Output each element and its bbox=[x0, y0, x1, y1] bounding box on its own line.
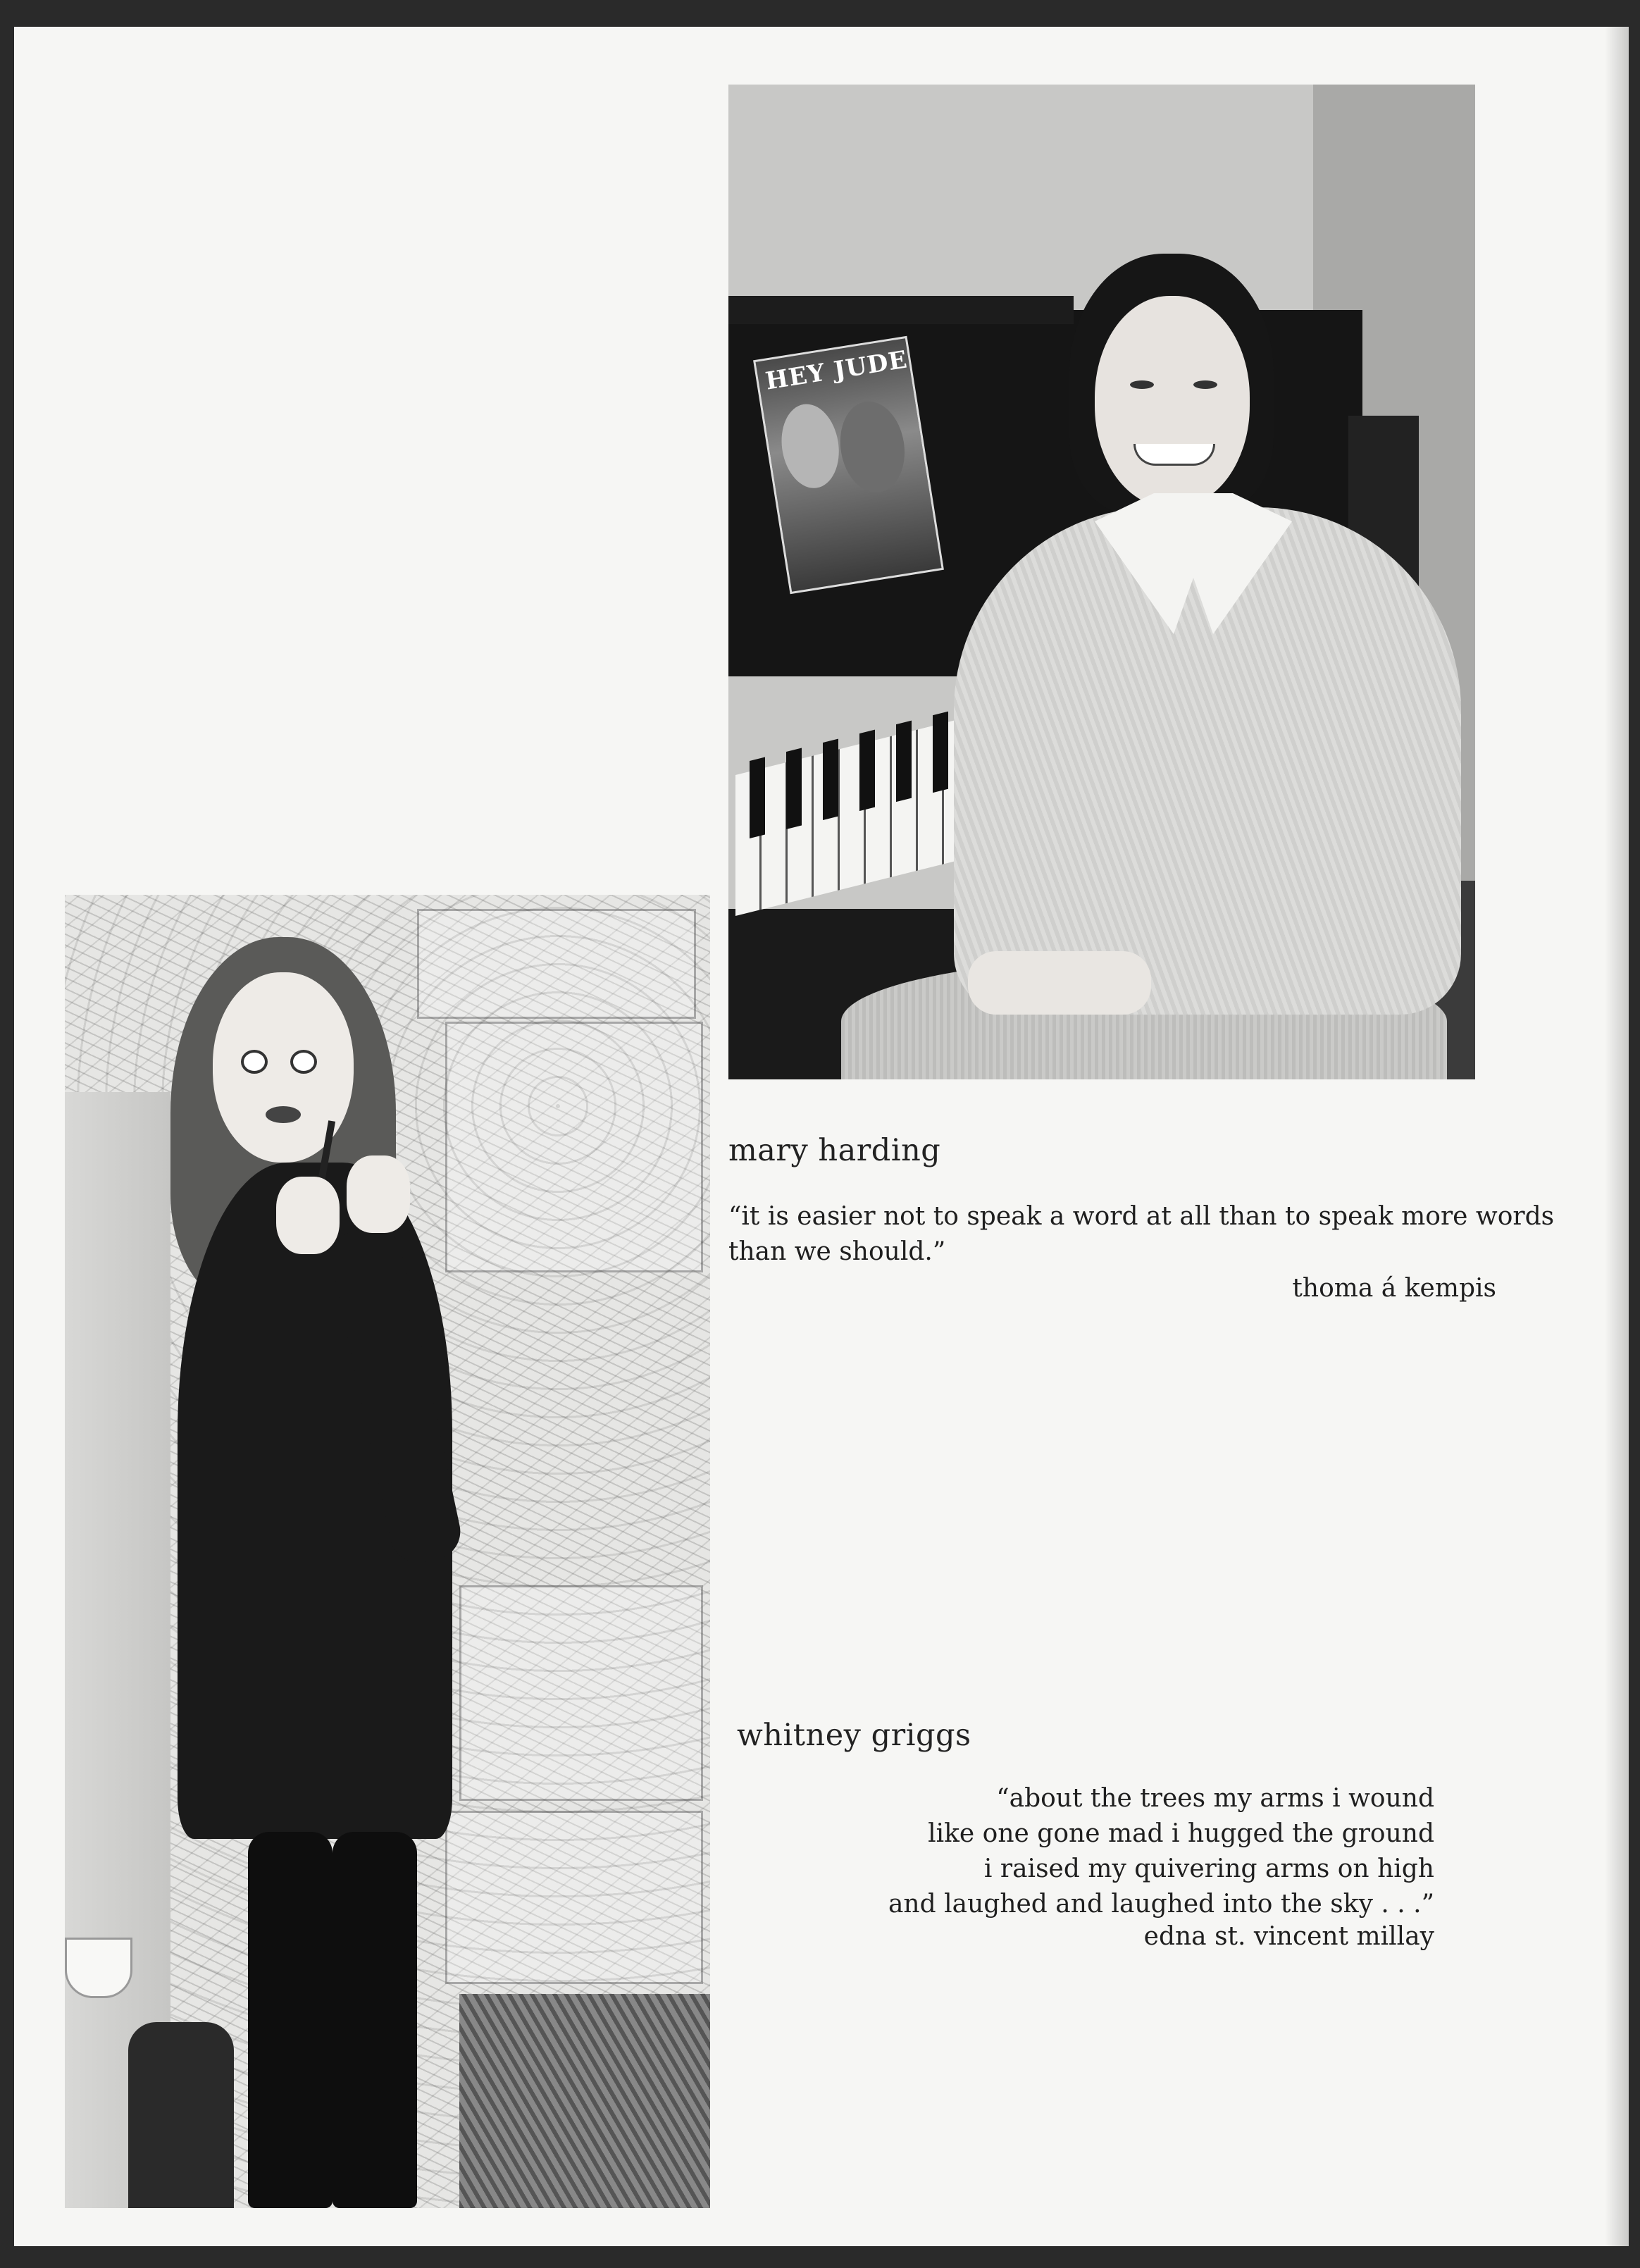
mary-harding-photo bbox=[728, 85, 1475, 1079]
quote-author: thoma á kempis bbox=[1292, 1274, 1496, 1303]
mouth bbox=[266, 1106, 301, 1123]
profile-quote bbox=[728, 1199, 1554, 1270]
hands bbox=[968, 951, 1151, 1015]
sheet-music-face bbox=[834, 397, 911, 497]
smile bbox=[1133, 444, 1215, 466]
profile-name: mary harding bbox=[728, 1133, 941, 1168]
eye bbox=[290, 1050, 317, 1074]
sheet-music-title: HEY JUDE bbox=[763, 345, 910, 396]
face bbox=[1095, 296, 1250, 507]
hand bbox=[276, 1177, 340, 1254]
sheet-music-face bbox=[776, 400, 845, 492]
hand bbox=[347, 1155, 410, 1233]
eye bbox=[1193, 380, 1217, 389]
quote-line: than we should.” bbox=[728, 1237, 946, 1266]
chair bbox=[128, 2022, 234, 2208]
page-edge-shadow bbox=[1605, 27, 1629, 2246]
whitney-griggs-photo bbox=[65, 895, 710, 2208]
wallpaper-panel bbox=[459, 1994, 710, 2208]
quote-line: like one gone mad i hugged the ground bbox=[928, 1819, 1434, 1848]
eye bbox=[241, 1050, 268, 1074]
eye bbox=[1130, 380, 1154, 389]
yearbook-page bbox=[14, 27, 1629, 2246]
piano-lid bbox=[728, 296, 1074, 324]
leg bbox=[333, 1832, 417, 2208]
quote-line: “about the trees my arms i wound bbox=[996, 1784, 1434, 1813]
profile-name: whitney griggs bbox=[737, 1718, 971, 1753]
quote-line: “it is easier not to speak a word at all than to speak more words bbox=[728, 1202, 1555, 1231]
quote-line: i raised my quivering arms on high bbox=[983, 1854, 1434, 1883]
leg bbox=[248, 1832, 333, 2208]
quote-author: edna st. vincent millay bbox=[1143, 1922, 1434, 1951]
quote-line: and laughed and laughed into the sky . . .” bbox=[888, 1890, 1434, 1919]
teacup bbox=[65, 1938, 132, 1998]
profile-quote bbox=[888, 1781, 1434, 1922]
